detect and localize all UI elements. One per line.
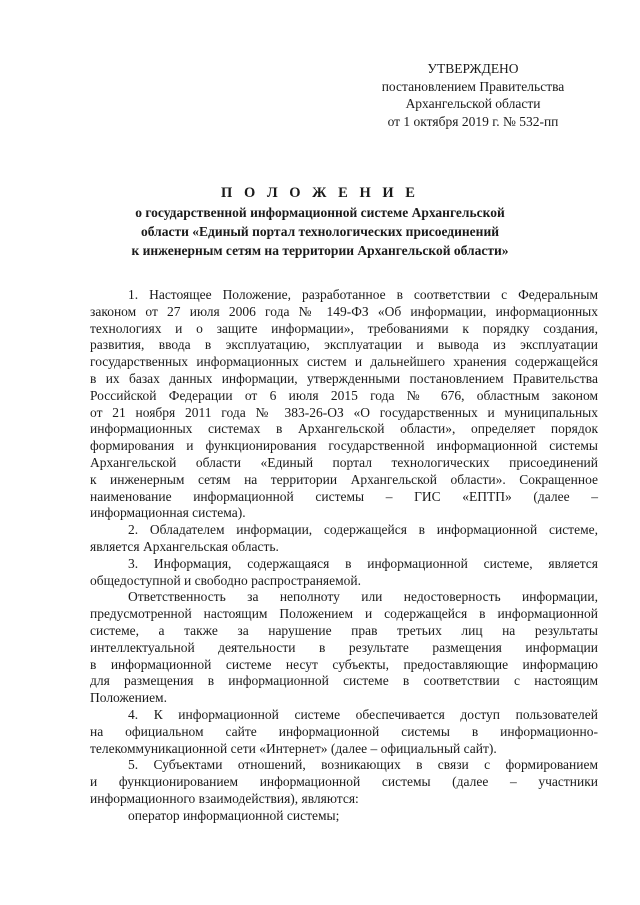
- text-line: предусмотренной настоящим Положением и содержащейся в информационной: [90, 606, 598, 622]
- text-line: технологиях и о защите информации», требованиями к порядку создания,: [90, 320, 598, 336]
- approval-line: постановлением Правительства: [381, 78, 565, 94]
- text-line: наименование информационной системы – ГИС «ЕПТП» (далее –: [90, 488, 598, 504]
- text-line: телекоммуникационной сети «Интернет» (далее – официальный сайт).: [90, 740, 497, 756]
- text-line: общедоступной и свободно распространяемой.: [90, 572, 362, 588]
- approval-stamp: [368, 60, 578, 130]
- text-line: в информационной системе несут субъекты, предоставляющие информацию: [90, 656, 598, 672]
- text-line: оператор информационной системы;: [128, 807, 340, 823]
- text-line: 5. Субъектами отношений, возникающих в связи с формированием: [128, 757, 598, 773]
- paragraph: [90, 589, 598, 707]
- approval-line: УТВЕРЖДЕНО: [427, 61, 519, 76]
- text-line: Положением.: [90, 690, 167, 706]
- title-line: к инженерным сетям на территории Архангельской области»: [131, 243, 509, 258]
- text-line: Российской Федерации от 6 июля 2015 года № 676, областным законом: [90, 387, 598, 403]
- title-line: о государственной информационной системе Архангельской: [135, 205, 505, 220]
- text-line: и функционированием информационной системы (далее – участники: [90, 774, 598, 790]
- text-line: формирования и функционирования государственной информационной системы: [90, 438, 598, 454]
- text-line: 3. Информация, содержащаяся в информационной системе, является: [128, 555, 598, 571]
- text-line: Ответственность за неполноту или недостоверность информации,: [128, 589, 598, 605]
- text-line: 4. К информационной системе обеспечивается доступ пользователей: [128, 706, 598, 722]
- text-line: в их базах данных информации, утвержденными постановлением Правительства: [90, 370, 598, 386]
- paragraph: [90, 808, 598, 825]
- text-line: развития, ввода в эксплуатацию, эксплуатации и вывода из эксплуатации: [90, 337, 598, 353]
- text-line: системе, а также за нарушение прав третьих лиц на результаты: [90, 622, 598, 638]
- text-line: Архангельской области «Единый портал технологических присоединений: [90, 454, 598, 470]
- text-line: для размещения в информационной системе в соответствии с настоящим: [90, 673, 598, 689]
- text-line: информационных системах в Архангельской области», определяет порядок: [90, 421, 598, 437]
- paragraph: [90, 757, 598, 807]
- paragraph: [90, 707, 598, 757]
- approval-line: от 1 октября 2019 г. № 532-пп: [387, 113, 559, 129]
- text-line: интеллектуальной деятельности в результате размещения информации: [90, 639, 598, 655]
- title-line: области «Единый портал технологических присоединений: [140, 224, 500, 239]
- text-line: государственных информационных систем и дальнейшего хранения содержащейся: [90, 354, 598, 370]
- text-line: 1. Настоящее Положение, разработанное в соответствии с Федеральным: [128, 287, 598, 302]
- paragraph: [90, 522, 598, 556]
- paragraph: [90, 287, 598, 522]
- document-title: [0, 183, 640, 260]
- text-line: от 21 ноября 2011 года № 383-26-ОЗ «О государственных и муниципальных: [90, 404, 598, 420]
- document-body: [90, 287, 598, 825]
- paragraph: [90, 556, 598, 590]
- text-line: к инженерным сетям на территории Архангельской области». Сокращенное: [90, 471, 598, 487]
- text-line: 2. Обладателем информации, содержащейся в информационной системе,: [128, 522, 598, 538]
- text-line: является Архангельская область.: [90, 538, 279, 554]
- text-line: на официальном сайте информационной системы в информационно-: [90, 723, 598, 739]
- text-line: информационного взаимодействия), являются:: [90, 790, 359, 806]
- title-heading: П О Л О Ж Е Н И Е: [221, 185, 419, 201]
- text-line: законом от 27 июля 2006 года № 149-ФЗ «Об информации, информационных: [90, 303, 598, 319]
- text-line: информационная система).: [90, 505, 246, 521]
- approval-line: Архангельской области: [405, 96, 541, 111]
